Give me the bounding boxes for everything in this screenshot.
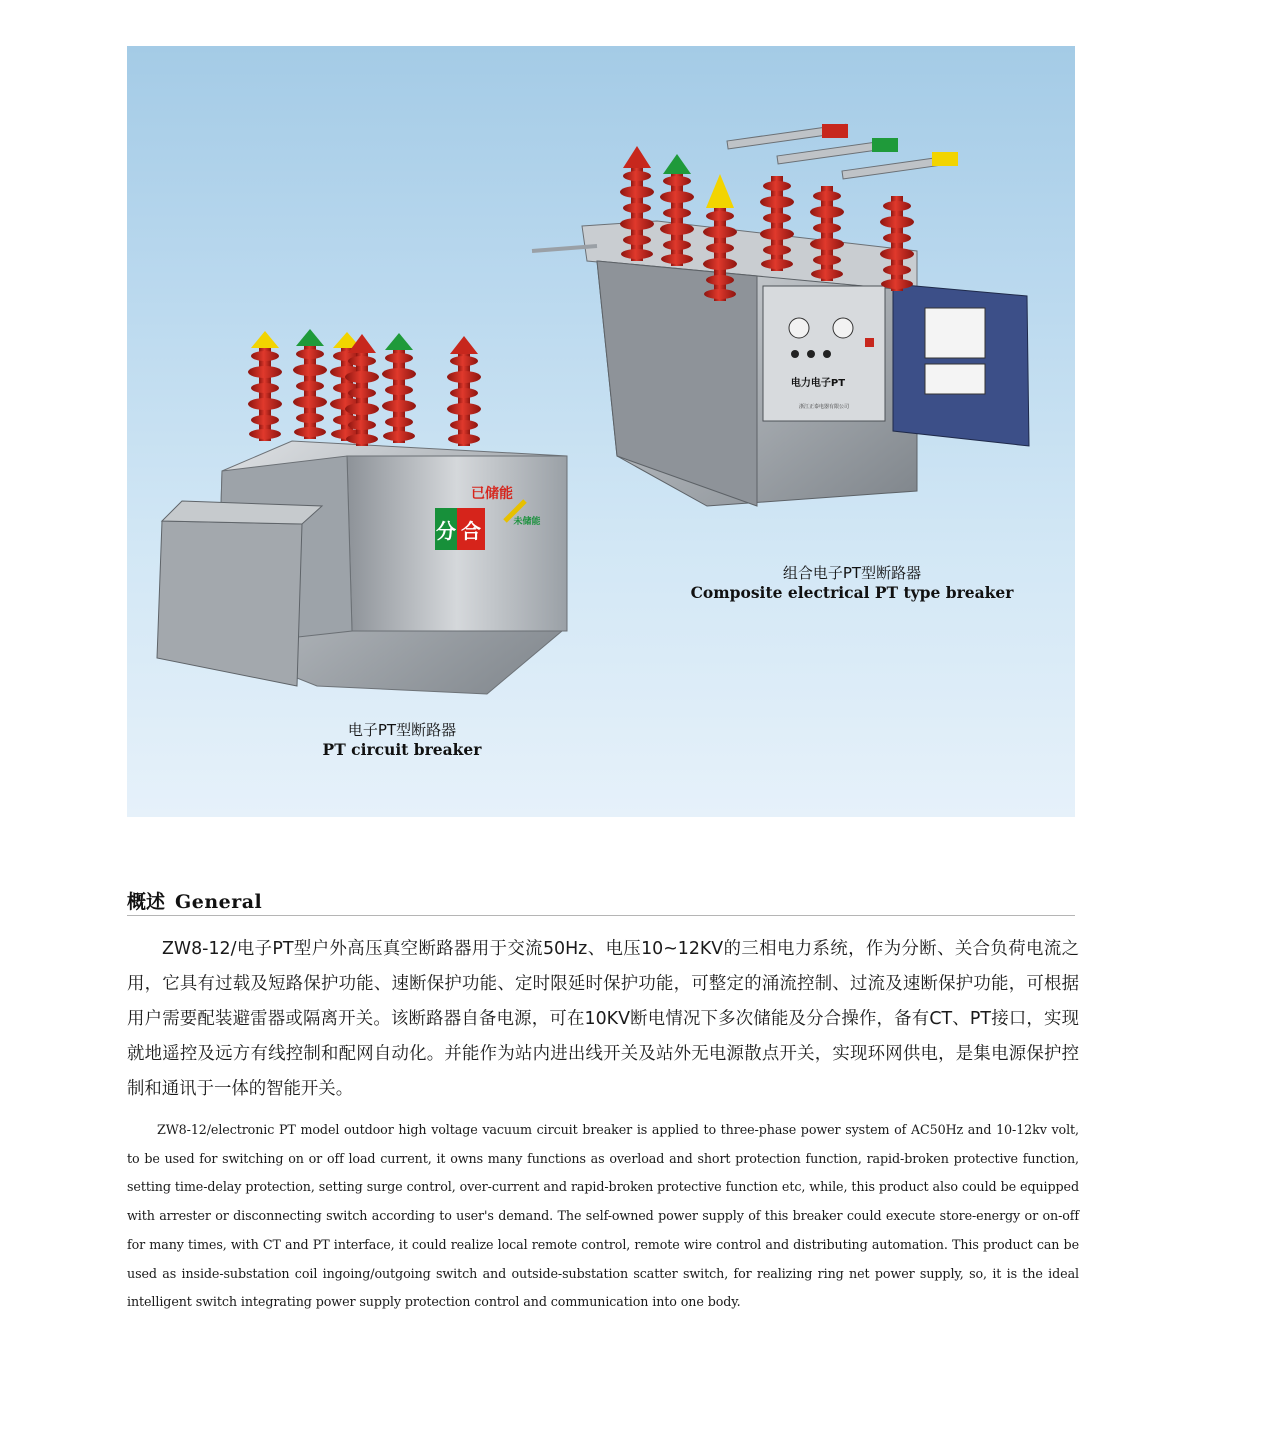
product-illustration [127,46,1075,817]
close-label: 合 [461,519,481,543]
pt-breaker-caption-cn: 电子PT型断路器 [347,721,457,739]
section-title-cn: 概述 [127,891,166,913]
pt-breaker-caption [167,721,637,760]
composite-breaker-caption-cn: 组合电子PT型断路器 [782,564,922,582]
pt-circuit-breaker-image [157,329,567,694]
section-heading [127,887,1075,916]
panel-maker-label: 浙江正泰电器有限公司 [798,404,850,410]
unstored-energy-label: 未储能 [513,517,541,527]
composite-pt-breaker-image [532,124,1029,506]
open-label: 分 [436,519,456,543]
section-title-en: General [175,891,263,913]
composite-breaker-caption-en: Composite electrical PT type breaker [690,583,1014,602]
composite-breaker-caption [602,564,1075,603]
description-english: ZW8-12/electronic PT model outdoor high voltage vacuum circuit breaker is applied to three-phase power system of AC50Hz and 10-12kv volt, to be used for switching on or off load current, it owns many functions as overload and short protection function, rapid-broken protective function, setting time-delay protection, setting surge control, over-current and rapid-broken protective function etc, while, this product also could be equipped with arrester or disconnecting switch according to user's demand. The self-owned power supply of this breaker could execute store-energy or on-off for many times, with CT and PT interface, it could realize local remote control, remote wire control and distributing automation. This product can be used as inside-substation coil ingoing/outgoing switch and outside-substation scatter switch, for realizing ring net power supply, so, it is the ideal intelligent switch integrating power supply protection control and communication into one body. [127,1122,1079,1310]
product-photo-panel [127,46,1075,817]
panel-brand-label: 电力电子PT [790,378,846,389]
pt-breaker-caption-en: PT circuit breaker [322,740,482,759]
stored-energy-label: 已储能 [471,486,513,502]
description-chinese: ZW8-12/电子PT型户外高压真空断路器用于交流50Hz、电压10~12KV的三相电力系统，作为分断、关合负荷电流之用，它具有过载及短路保护功能、速断保护功能、定时限延时保护功能，可整定的涌流控制、过流及速断保护功能，可根据用户需要配装避雷器或隔离开关。该断路器自备电源，可在10KV断电情况下多次储能及分合操作，备有CT、PT接口，实现就地遥控及远方有线控制和配网自动化。并能作为站内进出线开关及站外无电源散点开关，实现环网供电，是集电源保护控制和通讯于一体的智能开关。 [127,939,1079,1099]
